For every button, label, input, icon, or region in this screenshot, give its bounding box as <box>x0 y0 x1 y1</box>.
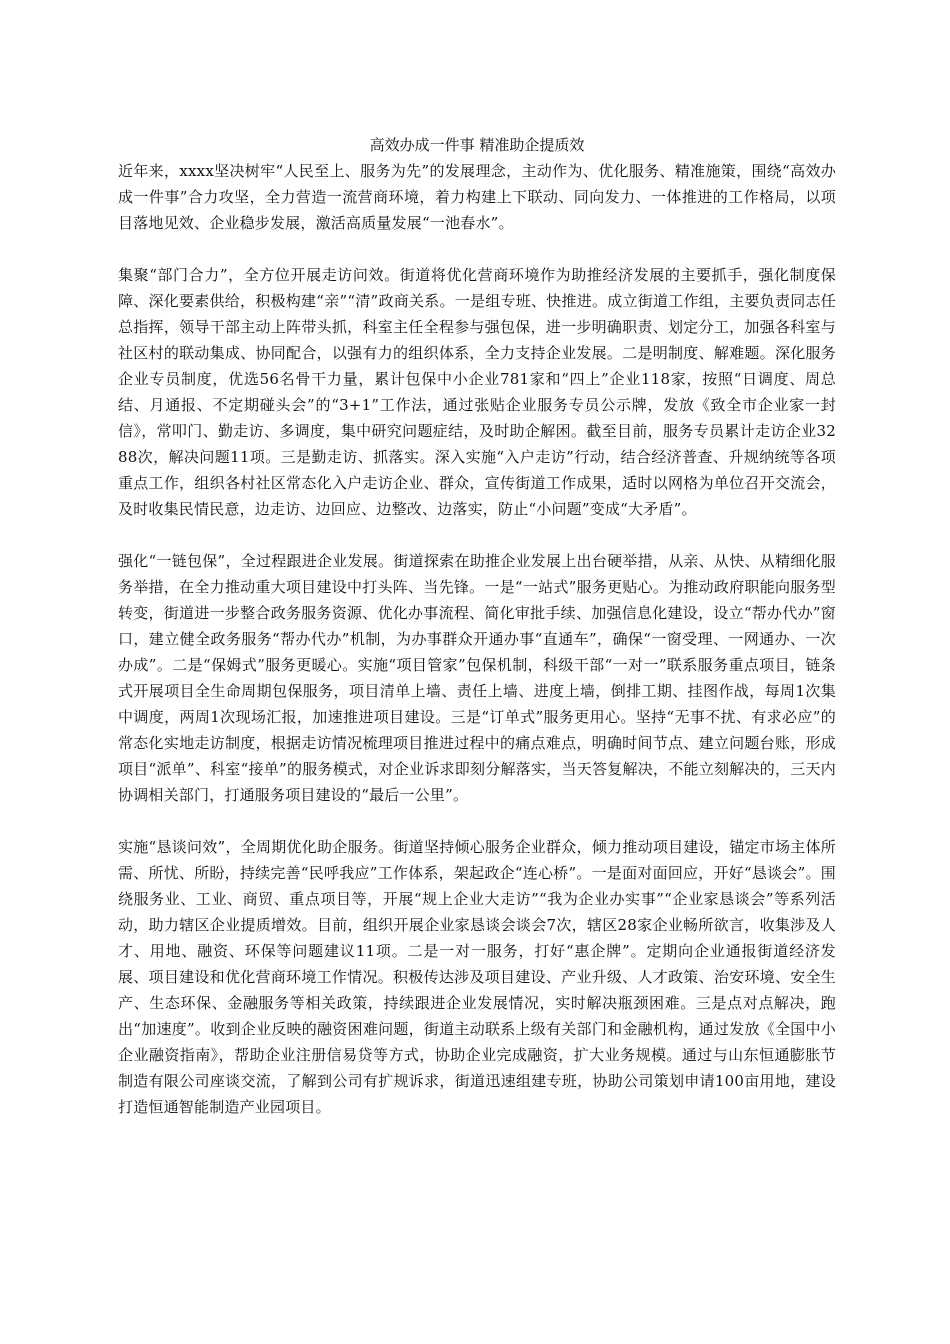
document-title: 高效办成一件事 精准助企提质效 <box>369 136 585 154</box>
document-page <box>118 132 836 1146</box>
paragraph-dialogue-effectiveness: 实施“恳谈问效”，全周期优化助企服务。街道坚持倾心服务企业群众，倾力推动项目建设，锚定市场主体所需、所忧、所盼，持续完善“民呼我应”工作体系，架起政企“连心桥”。一是面对面回应，开好“恳谈会”。围绕服务业、工业、商贸、重点项目等，开展“规上企业大走访”“我为企业办实事”“企业家恳谈会”等系列活动，助力辖区企业提质增效。目前，组织开展企业家恳谈会谈会7次，辖区28家企业畅所欲言，收集涉及人才、用地、融资、环保等问题建议11项。二是一对一服务，打好“惠企牌”。定期向企业通报街道经济发展、项目建设和优化营商环境工作情况。积极传达涉及项目建设、产业升级、人才政策、治安环境、安全生产、生态环保、金融服务等相关政策，持续跟进企业发展情况，实时解决瓶颈困难。三是点对点解决，跑出“加速度”。收到企业反映的融资困难问题，街道主动联系上级有关部门和金融机构，通过发放《全国中小企业融资指南》，帮助企业注册信易贷等方式，协助企业完成融资，扩大业务规模。通过与山东恒通膨胀节制造有限公司座谈交流，了解到公司有扩规诉求，街道迅速组建专班，协助公司策划申请100亩用地，建设打造恒通智能制造产业园项目。 <box>118 838 836 1116</box>
paragraph-chain-package: 强化“一链包保”，全过程跟进企业发展。街道探索在助推企业发展上出台硬举措，从亲、从快、从精细化服务举措，在全力推动重大项目建设中打头阵、当先锋。一是“一站式”服务更贴心。为推动政府职能向服务型转变，街道进一步整合政务服务资源、优化办事流程、简化审批手续、加强信息化建设，设立“帮办代办”窗口，建立健全政务服务“帮办代办”机制，为办事群众开通办事“直通车”，确保“一窗受理、一网通办、一次办成”。二是“保姆式”服务更暖心。实施“项目管家”包保机制，科级干部“一对一”联系服务重点项目，链条式开展项目全生命周期包保服务，项目清单上墙、责任上墙、进度上墙，倒排工期、挂图作战，每周1次集中调度，两周1次现场汇报，加速推进项目建设。三是“订单式”服务更用心。坚持“无事不扰、有求必应”的常态化实地走访制度，根据走访情况梳理项目推进过程中的痛点难点，明确时间节点、建立问题台账，形成项目“派单”、科室“接单”的服务模式，对企业诉求即刻分解落实，当天答复解决，不能立刻解决的，三天内协调相关部门，打通服务项目建设的“最后一公里”。 <box>118 552 836 804</box>
paragraph-department-synergy: 集聚“部门合力”，全方位开展走访问效。街道将优化营商环境作为助推经济发展的主要抓手，强化制度保障、深化要素供给，积极构建“亲”“清”政商关系。一是组专班、快推进。成立街道工作组，主要负责同志任总指挥，领导干部主动上阵带头抓，科室主任全程参与强包保，进一步明确职责、划定分工，加强各科室与社区村的联动集成、协同配合，以强有力的组织体系，全力支持企业发展。二是明制度、解难题。深化服务企业专员制度，优选56名骨干力量，累计包保中小企业781家和“四上”企业118家，按照“日调度、周总结、月通报、不定期碰头会”的“3+1”工作法，通过张贴企业服务专员公示牌，发放《致全市企业家一封信》，常叩门、勤走访、多调度，集中研究问题症结，及时助企解困。截至目前，服务专员累计走访企业3288次，解决问题11项。三是勤走访、抓落实。深入实施“入户走访”行动，结合经济普查、升规纳统等各项重点工作，组织各村社区常态化入户走访企业、群众，宣传街道工作成果，适时以网格为单位召开交流会，及时收集民情民意，边走访、边回应、边整改、边落实，防止“小问题”变成“大矛盾”。 <box>118 266 836 518</box>
paragraph-intro: 近年来，xxxx坚决树牢“人民至上、服务为先”的发展理念，主动作为、优化服务、精准施策，围绕“高效办成一件事”合力攻坚，全力营造一流营商环境，着力构建上下联动、同向发力、一体推进的工作格局，以项目落地见效、企业稳步发展，激活高质量发展“一池春水”。 <box>118 162 836 232</box>
